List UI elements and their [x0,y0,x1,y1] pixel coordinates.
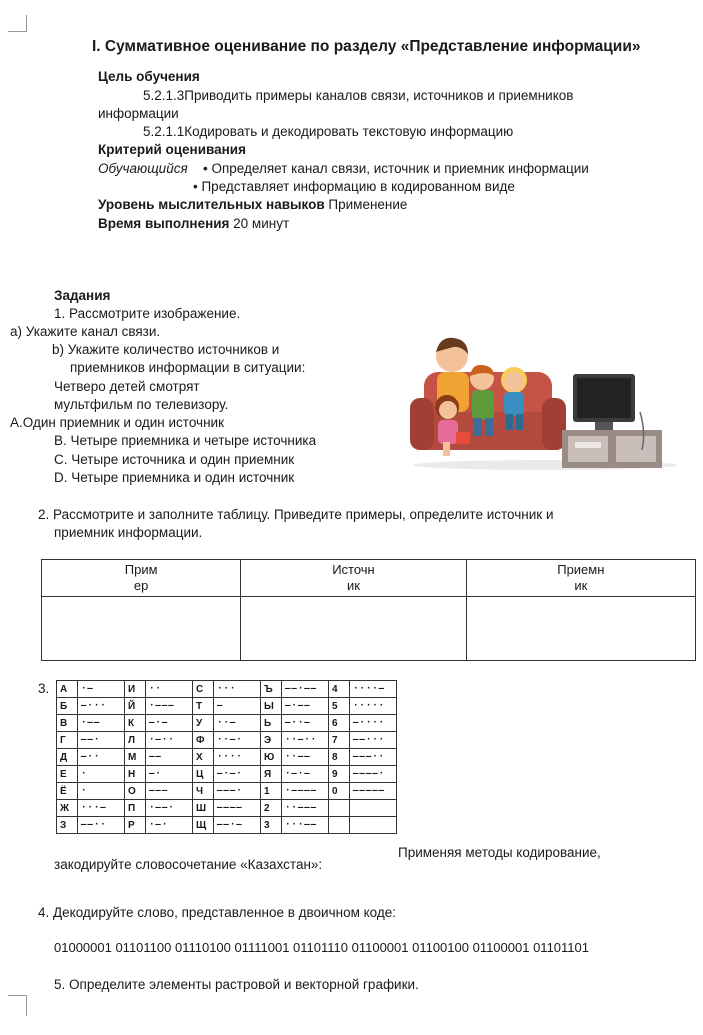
morse-letter: В [57,715,78,732]
morse-letter: Й [125,698,146,715]
morse-code: ···· [214,749,261,766]
morse-code: –––– [214,800,261,817]
morse-letter: Х [193,749,214,766]
morse-row [57,681,397,698]
morse-letter: Я [261,766,282,783]
task-1-situation: Четверо детей смотрят [54,379,200,394]
crop-mark-top [8,15,27,32]
tasks-label: Задания [54,288,111,303]
morse-code: ·· [146,681,193,698]
morse-code-table [56,680,397,834]
morse-letter: 3 [261,817,282,834]
criteria-label: Критерий оценивания [98,142,246,157]
morse-letter: Н [125,766,146,783]
table-header-example: Прим ер [42,560,241,597]
morse-letter: Ы [261,698,282,715]
task-2: 2. Рассмотрите и заполните таблицу. Приведите примеры, определите источник и [38,507,554,522]
morse-letter: 8 [329,749,350,766]
morse-letter: А [57,681,78,698]
task-3-text-cont: закодируйте словосочетание «Казахстан»: [54,857,323,872]
morse-letter: 5 [329,698,350,715]
morse-row [57,800,397,817]
morse-letter: Ю [261,749,282,766]
morse-letter: О [125,783,146,800]
morse-code: ––– [146,783,193,800]
morse-letter: Ф [193,732,214,749]
morse-letter: С [193,681,214,698]
morse-letter: У [193,715,214,732]
morse-letter: 2 [261,800,282,817]
morse-row [57,698,397,715]
morse-code: ––··· [350,732,397,749]
morse-letter: Т [193,698,214,715]
morse-letter: Г [57,732,78,749]
morse-code: – [214,698,261,715]
criteria-1: • Определяет канал связи, источник и приемник информации [203,161,589,176]
morse-letter: Э [261,732,282,749]
morse-letter: М [125,749,146,766]
time-label: Время выполнения [98,216,230,231]
morse-code [350,817,397,834]
morse-letter: Ц [193,766,214,783]
family-tv-illustration [410,332,680,472]
task-2-table [41,559,696,661]
task-4: 4. Декодируйте слово, представленное в двоичном коде: [38,905,397,920]
task-5: 5. Определите элементы растровой и векторной графики. [54,977,419,992]
option-d: D. Четыре приемника и один источник [54,470,295,485]
time-value: 20 минут [229,216,290,231]
task-2-cont: приемник информации. [54,525,203,540]
morse-code: –– [146,749,193,766]
morse-row [57,766,397,783]
task-1b-cont: приемников информации в ситуации: [70,360,306,375]
morse-letter: 0 [329,783,350,800]
morse-letter: К [125,715,146,732]
goal-1-cont: информации [98,106,179,121]
criteria-2: • Представляет информацию в кодированном виде [193,179,515,194]
morse-code: ·– [78,681,125,698]
morse-letter: Ъ [261,681,282,698]
task-1: 1. Рассмотрите изображение. [54,306,241,321]
goal-2: 5.2.1.1Кодировать и декодировать текстовую информацию [143,124,514,139]
morse-letter: Щ [193,817,214,834]
morse-code: –·–· [214,766,261,783]
morse-code: ·––– [146,698,193,715]
morse-code: ··–·· [282,732,329,749]
level-line [98,197,407,212]
morse-code: –·–– [282,698,329,715]
option-c: C. Четыре источника и один приемник [54,452,295,467]
time-line [98,216,289,231]
task-1-situation-cont: мультфильм по телевизору. [54,397,229,412]
morse-code: · [78,766,125,783]
morse-letter: И [125,681,146,698]
morse-code: ––· [78,732,125,749]
task-3-text: Применяя методы кодирование, [398,845,601,860]
level-value: Применение [324,197,408,212]
morse-code: ··–· [214,732,261,749]
morse-letter: Ш [193,800,214,817]
morse-code: ···–– [282,817,329,834]
morse-letter: П [125,800,146,817]
morse-code: ––––· [350,766,397,783]
morse-letter: 7 [329,732,350,749]
morse-code: · [78,783,125,800]
morse-code: –··– [282,715,329,732]
morse-letter [329,800,350,817]
morse-letter [329,817,350,834]
morse-row [57,732,397,749]
morse-code: ··– [214,715,261,732]
morse-code: ·–·– [282,766,329,783]
morse-code: ––·–– [282,681,329,698]
binary-code: 01000001 01101100 01110100 01111001 01101110 01100001 01100100 01100001 01101101 [54,940,589,955]
criteria-who: Обучающийся [98,161,188,176]
goal-label: Цель обучения [98,69,200,84]
morse-letter: Ч [193,783,214,800]
morse-code: ·––· [146,800,193,817]
morse-row [57,715,397,732]
morse-row [57,783,397,800]
morse-letter: Е [57,766,78,783]
morse-code: ·–·· [146,732,193,749]
morse-letter: Ж [57,800,78,817]
morse-letter: 1 [261,783,282,800]
morse-code: –··· [78,698,125,715]
morse-code: –––·· [350,749,397,766]
table-header-source: Источн ик [241,560,466,597]
morse-row [57,817,397,834]
morse-code: ···– [78,800,125,817]
morse-code: –· [146,766,193,783]
table-cell-source[interactable] [241,597,466,661]
table-cell-example[interactable] [42,597,241,661]
morse-letter: 6 [329,715,350,732]
task-3-number: 3. [38,681,50,696]
page-title: I. Суммативное оценивание по разделу «Представление информации» [92,38,641,55]
morse-code: –···· [350,715,397,732]
level-label: Уровень мыслительных навыков [98,197,325,212]
morse-code: ·–– [78,715,125,732]
morse-code: ··· [214,681,261,698]
morse-letter: Ь [261,715,282,732]
morse-code: –·· [78,749,125,766]
morse-code: –·– [146,715,193,732]
morse-letter: Д [57,749,78,766]
table-header-receiver: Приемн ик [466,560,695,597]
morse-code: ·–––– [282,783,329,800]
morse-letter: З [57,817,78,834]
morse-code: ··–– [282,749,329,766]
morse-code: –––· [214,783,261,800]
morse-row [57,749,397,766]
option-b: B. Четыре приемника и четыре источника [54,433,317,448]
morse-letter: Ё [57,783,78,800]
morse-code: ––––– [350,783,397,800]
morse-letter: Р [125,817,146,834]
morse-code [350,800,397,817]
morse-code: ·–· [146,817,193,834]
table-cell-receiver[interactable] [466,597,695,661]
option-a: A.Один приемник и один источник [10,415,224,430]
morse-code: ––·– [214,817,261,834]
goal-1: 5.2.1.3Приводить примеры каналов связи, источников и приемников [143,88,574,103]
morse-letter: 4 [329,681,350,698]
task-1a: a) Укажите канал связи. [10,324,161,339]
morse-code: ––·· [78,817,125,834]
task-1b: b) Укажите количество источников и [52,342,280,357]
crop-mark-bottom [8,995,27,1016]
morse-letter: Б [57,698,78,715]
morse-code: ··––– [282,800,329,817]
morse-letter: 9 [329,766,350,783]
morse-code: ····· [350,698,397,715]
morse-letter: Л [125,732,146,749]
morse-code: ····– [350,681,397,698]
